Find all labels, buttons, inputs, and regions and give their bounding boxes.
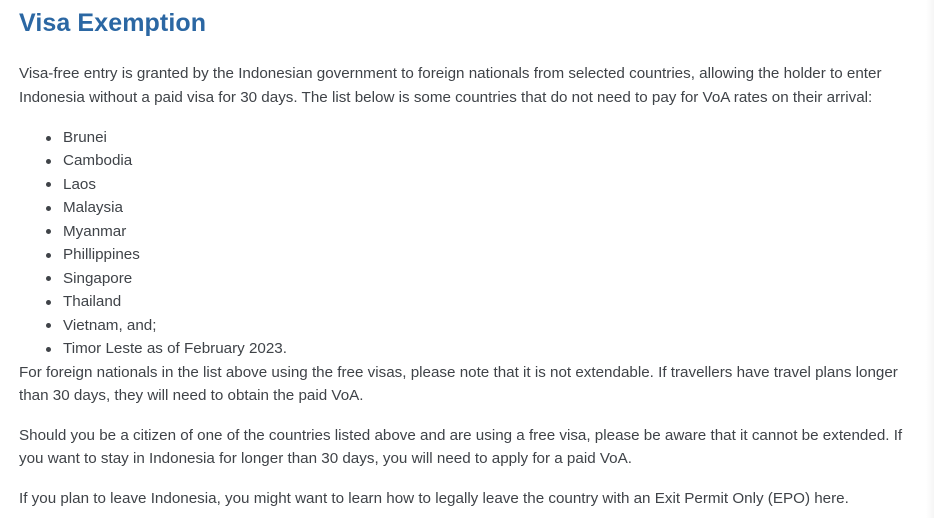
bullet-icon [46, 300, 51, 305]
article-content [19, 0, 919, 510]
list-item [19, 267, 919, 290]
not-extendable-paragraph: For foreign nationals in the list above using the free visas, please note that it is not extendable. If travellers have travel plans longer than 30 days, they will need to obtain the paid VoA. [19, 363, 898, 405]
country-name: Thailand [63, 293, 122, 311]
list-item [19, 290, 919, 313]
country-list [19, 126, 919, 361]
bullet-icon [46, 276, 51, 281]
bullet-icon [46, 182, 51, 187]
list-item [19, 243, 919, 266]
country-name: Timor Leste as of February 2023. [63, 340, 287, 358]
bullet-icon [46, 229, 51, 234]
bullet-icon [46, 136, 51, 141]
list-item [19, 149, 919, 172]
country-name: Brunei [63, 129, 107, 146]
list-item [19, 220, 919, 243]
bullet-icon [46, 159, 51, 164]
bullet-icon [46, 253, 51, 258]
bullet-icon [46, 347, 51, 352]
list-item [19, 126, 919, 149]
country-name: Myanmar [63, 222, 127, 240]
country-name: Malaysia [63, 199, 123, 217]
exit-permit-paragraph: If you plan to leave Indonesia, you might want to learn how to legally leave the country with an Exit Permit Only (EPO) here. [19, 489, 849, 507]
page-edge-shadow [926, 0, 934, 518]
country-name: Cambodia [63, 152, 133, 170]
country-name: Singapore [63, 269, 133, 287]
country-name: Vietnam, and; [63, 316, 157, 334]
intro-paragraph: Visa-free entry is granted by the Indonesian government to foreign nationals from selected countries, allowing the holder to enter Indonesia without a paid visa for 30 days. The list below is some countries that do not need to pay for VoA rates on their arrival: [19, 65, 882, 106]
citizen-paragraph: Should you be a citizen of one of the countries listed above and are using a free visa, please be aware that it cannot be extended. If you want to stay in Indonesia for longer than 30 days, you will need to apply for a paid VoA. [19, 426, 903, 468]
list-item [19, 196, 919, 219]
list-item [19, 314, 919, 337]
list-item [19, 337, 919, 360]
country-name: Laos [63, 175, 96, 193]
bullet-icon [46, 206, 51, 211]
country-name: Phillippines [63, 246, 140, 264]
list-item [19, 173, 919, 196]
bullet-icon [46, 323, 51, 328]
section-title: Visa Exemption [19, 9, 207, 37]
